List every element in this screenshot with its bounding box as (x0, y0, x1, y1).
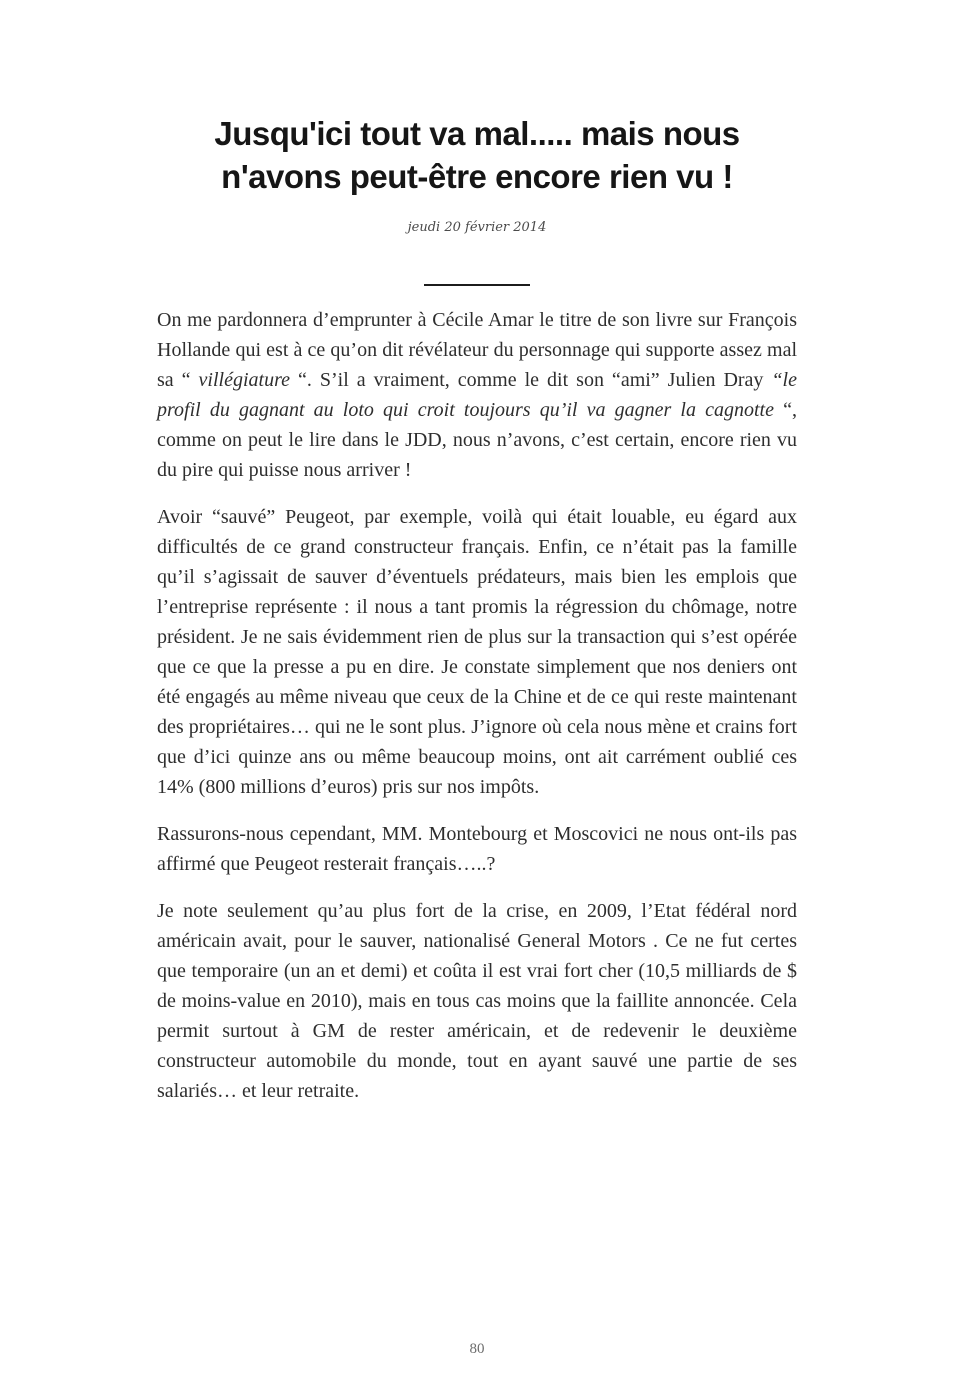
body-paragraph-2: Avoir “sauvé” Peugeot, par exemple, voilà qui était louable, eu égard aux difficultés de ce grand constructeur français. Enfin, ce n’était pas la famille qu’il s’agissait de sauver d’éventuels prédateurs, mais bien les emplois que l’entreprise représente : il nous a tant promis la régression du chômage, notre président. Je ne sais évidemment rien de plus sur la transaction qui s’est opérée que ce que la presse a pu en dire. Je constate simplement que nos deniers ont été engagés au même niveau que ceux de la Chine et de ce qui reste maintenant des propriétaires… qui ne le sont plus. J’ignore où cela nous mène et crains fort que d’ici quinze ans ou même beaucoup moins, ont ait carrément oublié ces 14% (800 millions d’euros) pris sur nos impôts. (157, 506, 797, 799)
page-title-line-1: Jusqu'ici tout va mal..... mais nous (214, 115, 740, 152)
article (157, 112, 797, 1106)
body-paragraph-4: Je note seulement qu’au plus fort de la crise, en 2009, l’Etat fédéral nord américain avait, pour le sauver, nationalisé General Motors . Ce ne fut certes que temporaire (un an et demi) et coûta il est vrai fort cher (10,5 milliards de $ de moins-value en 2010), mais en tous cas moins que la faillite annoncée. Cela permit surtout à GM de rester américain, et de redevenir le deuxième constructeur automobile du monde, tout en ayant sauvé une partie de ses salariés… et leur retraite. (157, 900, 797, 1103)
document-page (0, 112, 954, 1388)
page-title-line-2: n'avons peut-être encore rien vu ! (221, 158, 733, 195)
page-number: 80 (469, 1341, 485, 1357)
article-date: jeudi 20 février 2014 (407, 220, 547, 236)
article-body (157, 305, 797, 1106)
body-paragraph-3: Rassurons-nous cependant, MM. Montebourg et Moscovici ne nous ont-ils pas affirmé que Peugeot resterait français…..? (157, 823, 797, 876)
section-divider (424, 284, 530, 286)
body-paragraph-1: On me pardonnera d’emprunter à Cécile Amar le titre de son livre sur François Hollande qui est à ce qu’on dit révélateur du personnage qui supporte assez mal sa “ villégiature “. S’il a vraiment, comme le dit son “ami” Julien Dray “le profil du gagnant au loto qui croit toujours qu’il va gagner la cagnotte “, comme on peut le lire dans le JDD, nous n’avons, c’est certain, encore rien vu du pire qui puisse nous arriver ! (157, 309, 797, 482)
divider-container (157, 273, 797, 291)
page-title (157, 112, 797, 198)
